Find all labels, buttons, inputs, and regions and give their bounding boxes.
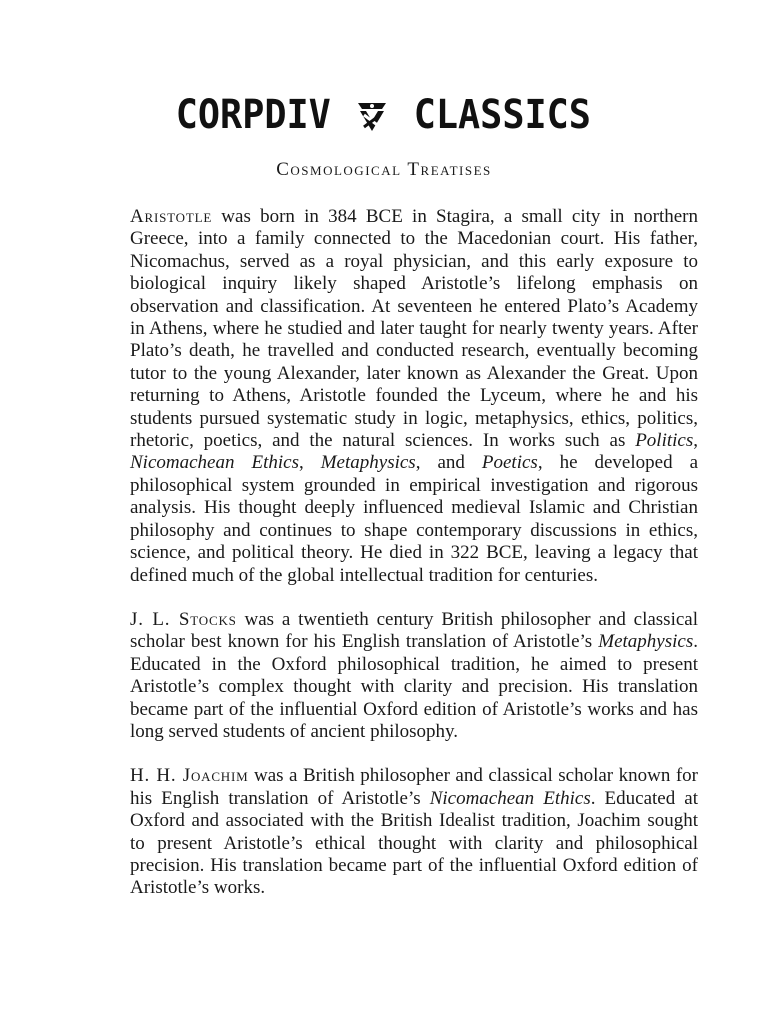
paragraph-stocks [130, 609, 698, 743]
separator: , [298, 452, 321, 474]
name-joachim: H. H. Joachim [130, 765, 249, 787]
brand-right-text: CLASSICS [413, 92, 591, 138]
name-stocks: J. L. Stocks [130, 608, 237, 630]
brand-left-text: CORPDIV [176, 92, 332, 138]
text-segment: was born in 384 BCE in Stagira, a small city in northern Greece, into a family connected to the Macedonian court. His father, Nicomachus, served as a royal physician, and this early exposure to biological inquiry likely shaped Aristotle’s lifelong emphasis on observation and classification. At seventeen he entered Plato’s Academy in Athens, where he studied and later taught for nearly twenty years. After Plato’s death, he travelled and conducted research, eventually becoming tutor to the young Alexander, later known as Alexander the Great. Upon returning to Athens, Aristotle founded the Lyceum, where he and his students pursued systematic study in logic, metaphysics, ethics, politics, rhetoric, poetics, and the natural sciences. In works such as [130, 206, 698, 452]
work-title: Nicomachean Ethics [130, 452, 299, 474]
text-segment: , he developed a philosophical system grounded in empirical investigation and rigorous analysis. His thought deeply influenced medieval Islamic and Christian philosophy and continues to shape contemporary discussions in ethics, science, and political theory. He died in 322 BCE, leaving a legacy that defined much of the global intellectual tradition for centuries. [130, 452, 699, 586]
text-segment: was a British philosopher and classical scholar known for his English translation of Aristotle’s [130, 765, 698, 809]
paragraph-aristotle [130, 206, 698, 587]
text-segment: was a twentieth century British philosopher and classical scholar best known for his English translation of Aristotle’s [130, 608, 698, 653]
name-aristotle: Aristotle [130, 206, 213, 227]
work-title: Politics [635, 430, 694, 452]
main-text [130, 206, 698, 922]
text-segment: . Educated in the Oxford philosophical tradition, he aimed to present Aristotle’s complex thought with clarity and precision. His translation became part of the influential Oxford edition of Aristotle’s works and has long served students of ancient philosophy. [130, 631, 698, 742]
publisher-logo [0, 92, 768, 138]
paragraph-joachim [130, 765, 698, 899]
text-segment: . Educated at Oxford and associated with the British Idealist tradition, Joachim sought to present Aristotle’s ethical thought with clarity and philosophical precision. His translation became part of the influential Oxford edition of Aristotle’s works. [130, 787, 698, 899]
work-title: Nicomachean Ethics [429, 787, 591, 809]
page-subtitle: Cosmological Treatises [276, 159, 492, 180]
separator: , [693, 430, 698, 452]
work-title: Metaphysics [320, 452, 416, 474]
separator: , and [415, 452, 482, 474]
work-title: Metaphysics [598, 631, 694, 653]
logo-emblem-icon [352, 95, 392, 135]
work-title: Poetics [481, 452, 538, 474]
